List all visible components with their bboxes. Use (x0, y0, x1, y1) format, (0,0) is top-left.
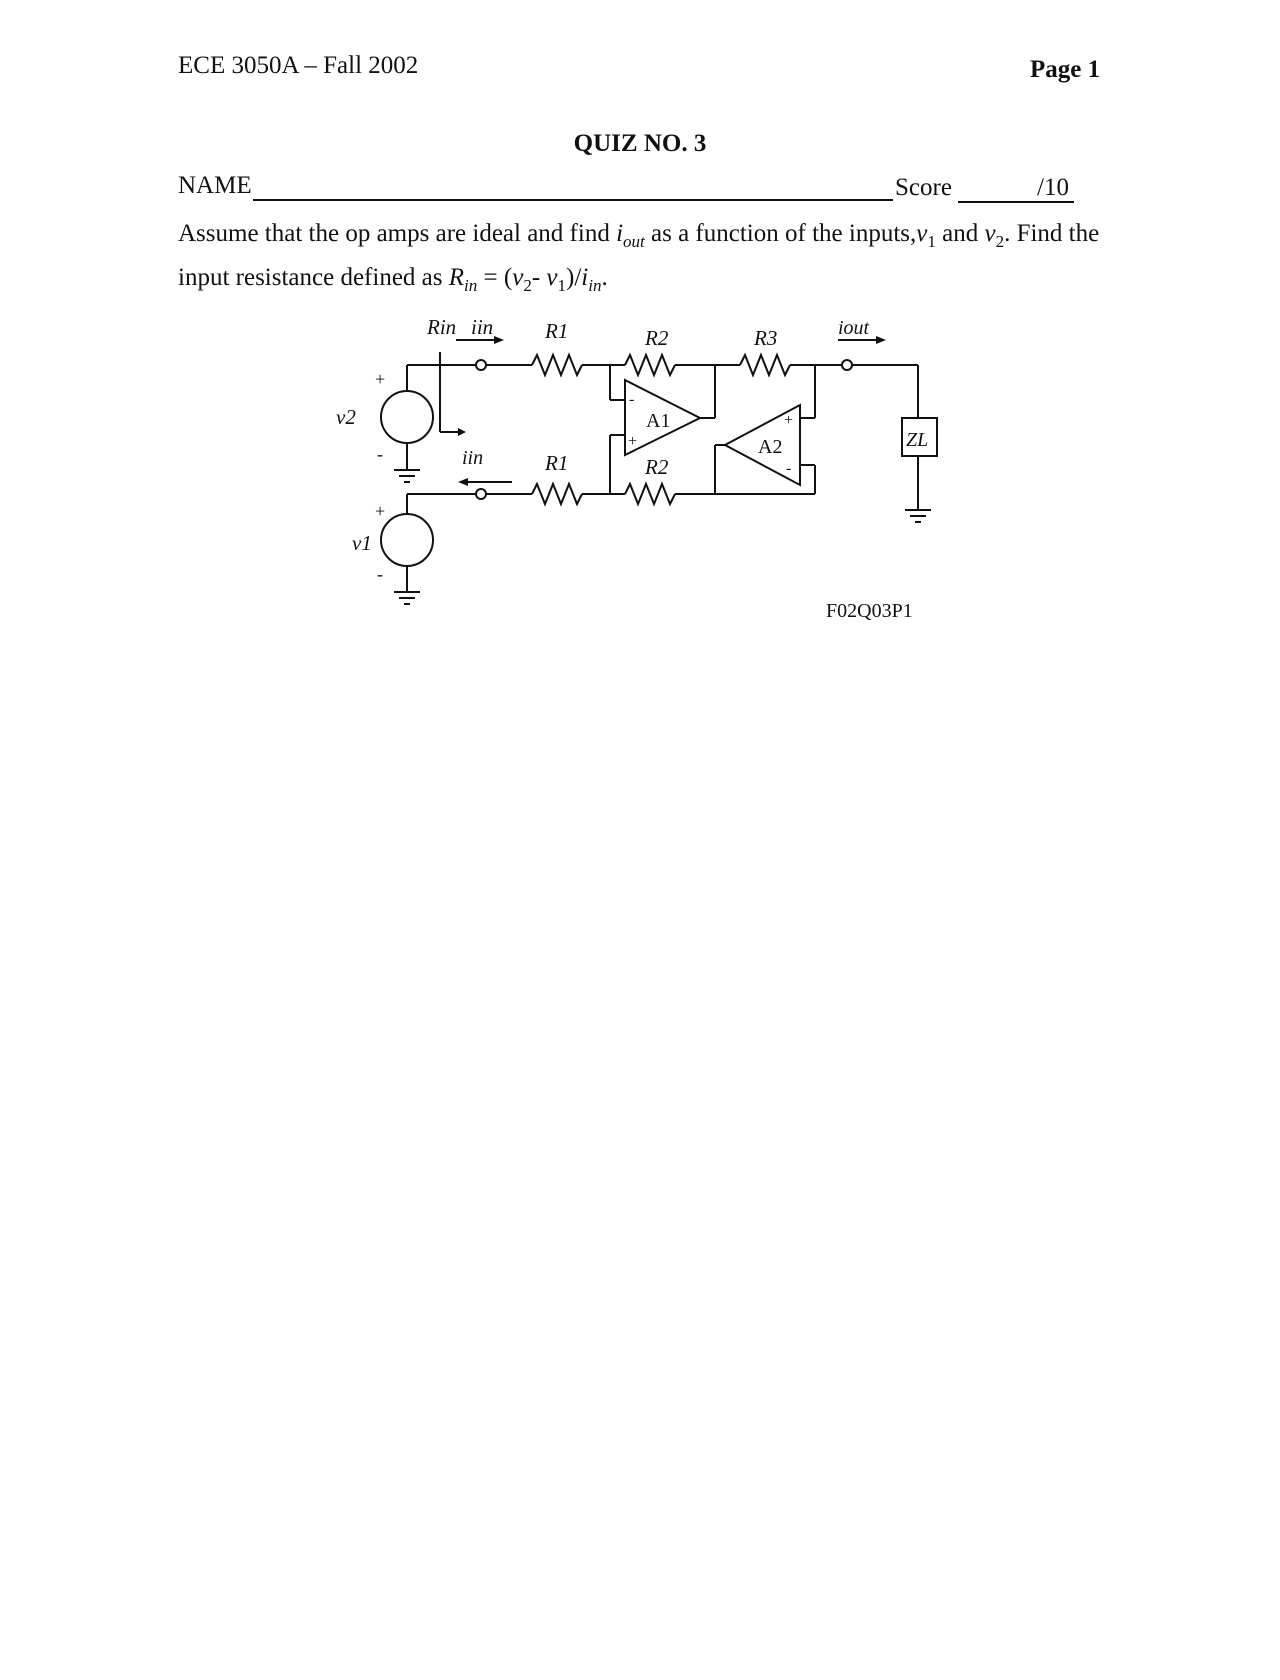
v1-plus-sign: + (375, 501, 386, 521)
voltage-source-v2 (381, 391, 433, 443)
label-r3: R3 (754, 326, 778, 350)
label-r2-top: R2 (645, 326, 669, 350)
label-rin: Rin (427, 315, 457, 339)
question-text: Assume that the op amps are ideal and find $i_{out}$ as a function of the $inputs,v_1$ and $v_2$. Find the input resistance defined as $R_{in} = (v_2-$ $v_1)/i_{in}$. (178, 220, 1100, 295)
a1-minus-sign: - (629, 391, 635, 408)
terminal-top (476, 360, 486, 370)
resistor-r2-bottom (625, 484, 675, 504)
label-zl: ZL (906, 429, 929, 451)
a2-plus-sign: + (784, 412, 794, 429)
label-r1-bottom: R1 (545, 451, 569, 475)
ground-symbol-load (905, 510, 931, 522)
v2-plus-sign: + (375, 369, 386, 389)
a2-minus-sign: - (786, 460, 792, 477)
v2-minus-sign: - (377, 444, 383, 464)
resistor-r3 (740, 355, 790, 375)
score-total: /10 (1037, 174, 1069, 201)
terminal-bottom (476, 489, 486, 499)
resistor-r1-bottom (532, 484, 582, 504)
terminal-out (842, 360, 852, 370)
a1-plus-sign: + (628, 433, 638, 450)
label-iin-top: iin (471, 315, 494, 339)
voltage-source-v1 (381, 514, 433, 566)
course-header: ECE 3050A – Fall 2002 (178, 52, 419, 79)
label-v2: v2 (336, 405, 356, 429)
resistor-r2-top (625, 355, 675, 375)
v1-minus-sign: - (377, 564, 383, 584)
page-number: Page 1 (1030, 56, 1101, 83)
resistor-r1-top (532, 355, 582, 375)
ground-symbol-v2 (394, 470, 420, 482)
label-iout: iout (838, 317, 870, 339)
circuit-diagram (320, 305, 960, 630)
score-label: Score (895, 174, 952, 201)
label-r2-bottom: R2 (645, 455, 669, 479)
label-v1: v1 (352, 531, 372, 555)
label-iin-bottom: iin (462, 447, 484, 469)
label-a1: A1 (646, 410, 671, 432)
name-blank-line[interactable] (253, 199, 893, 201)
label-a2: A2 (758, 436, 783, 458)
quiz-title: QUIZ NO. 3 (573, 130, 707, 157)
ground-symbol-v1 (394, 592, 420, 604)
name-label: NAME (178, 172, 252, 199)
label-r1-top: R1 (545, 319, 569, 343)
figure-id: F02Q03P1 (826, 600, 913, 622)
